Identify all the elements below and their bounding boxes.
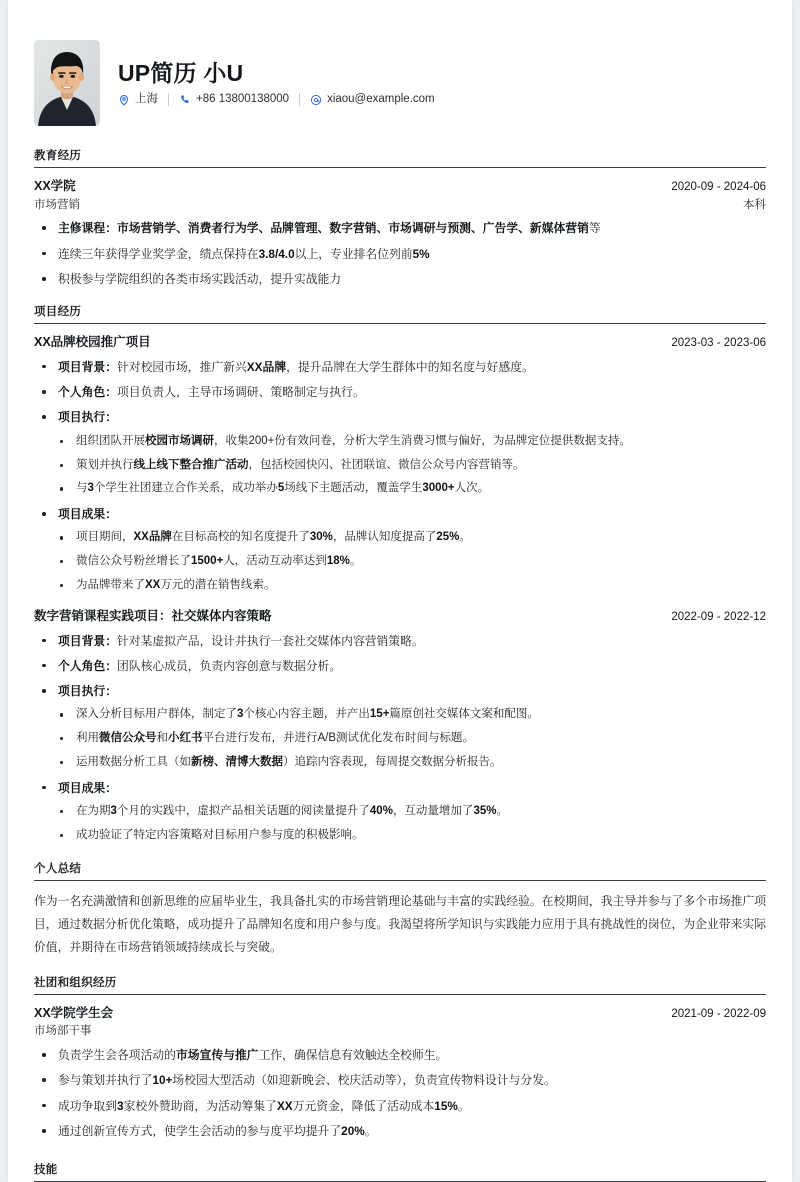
sub-bullet-item [58,803,766,821]
education-degree: 本科 [743,198,766,211]
sub-bullet-item [58,529,766,547]
contact-email [310,94,435,106]
project-title: 数字营销课程实践项目：社交媒体内容策略 [34,608,272,623]
bullet-text: 篇原创社交媒体文案和配图。 [389,708,539,721]
bullet-text: 团队核心成员，负责内容创意与数据分析。 [117,658,342,673]
bullet-emphasis: 小红书 [168,732,203,745]
bullet-text: 运用数据分析工具（如 [76,756,191,768]
bullet-text: 参与策划并执行了 [58,1073,153,1088]
contact-line [118,93,766,106]
bullet-item [34,408,766,498]
education-entry [34,177,766,288]
project-date: 2023-03 - 2023-06 [671,337,766,350]
sub-bullet-list [58,803,766,845]
location-pin-icon [118,94,130,106]
bullet-text: ，收集200+份有效问卷，分析大学生消费习惯与偏好，为品牌定位提供数据支持。 [214,434,631,447]
bullet-item [34,1122,766,1140]
summary-text: 作为一名充满激情和创新思维的应届毕业生，我具备扎实的市场营销理论基础与丰富的实践经验。在校期间，我主导并参与了多个市场推广项目，通过数据分析优化策略，成功提升了品牌知名度和用户参与度。我渴望将所学知识与实践能力应用于具有挑战性的岗位，为企业带来实际价值，并期待在市场营销领域持续成长与突破。 [34,893,766,954]
phone-icon [179,94,191,106]
candidate-name: UP简历 小U [118,59,244,86]
bullet-text: 成功争取到 [58,1098,117,1113]
bullet-text: ，互动量增加了 [392,805,474,818]
bullet-emphasis: 25% [436,531,460,544]
bullet-text: 和 [156,732,168,745]
project-bullets [34,358,766,595]
bullet-text: 在目标高校的知名度提升了 [171,531,310,544]
project-entry [34,607,766,845]
section-divider [34,994,766,995]
bullet-lead: 项目背景： [58,359,117,374]
organization-org: XX学院学生会 [34,1005,114,1020]
bullet-text: 家校外赞助商，为活动筹集了 [123,1098,277,1113]
bullet-text: 个核心内容主题，并产出 [243,708,370,721]
bullet-text: 以上，专业排名位列前 [294,246,413,261]
bullet-emphasis: 3.8/4.0 [258,246,295,261]
bullet-lead: 项目成果： [58,780,117,795]
contact-phone [179,94,289,106]
project-entries [34,333,766,845]
bullet-emphasis: 15+ [369,708,390,721]
bullet-text: 为品牌带来了 [76,579,145,592]
bullet-emphasis: 15% [434,1098,458,1113]
sub-bullet-list [58,529,766,594]
bullet-text: 负责学生会各项活动的 [58,1048,176,1063]
bullet-text: 人，活动互动率达到 [223,555,327,568]
contact-location-text: 上海 [135,93,158,106]
bullet-text: 微信公众号粉丝增长了 [76,555,191,568]
bullet-item [34,779,766,845]
section-title-summary: 个人总结 [34,862,82,875]
sub-bullet-list [58,706,766,771]
bullet-text: 场校园大型活动（如迎新晚会、校庆活动等），负责宣传物料设计与分发。 [172,1073,556,1088]
bullet-lead: 主修课程： [58,221,117,236]
bullet-text: 针对某虚拟产品，设计并执行一套社交媒体内容营销策略。 [117,633,424,648]
sub-bullet-item [58,754,766,772]
bullet-emphasis: 35% [473,805,497,818]
project-date: 2022-09 - 2022-12 [671,610,766,623]
organization-date: 2021-09 - 2022-09 [671,1007,766,1020]
bullet-text: 在为期 [76,805,111,818]
bullet-text: 。 [457,1098,470,1113]
bullet-text: ）追踪内容表现，每周提交数据分析报告。 [283,756,502,768]
bullet-lead: 项目成果： [58,507,117,522]
bullet-text: 通过创新宣传方式，使学生会活动的参与度平均提升了 [58,1123,342,1138]
bullet-text: 连续三年获得学业奖学金，绩点保持在 [58,246,259,261]
avatar [34,40,100,126]
section-divider [34,167,766,168]
bullet-lead: 个人角色： [58,658,117,673]
education-org: XX学院 [34,179,76,193]
section-title-projects: 项目经历 [34,306,82,319]
bullet-text: ，品牌认知度提高了 [332,531,437,544]
project-entry-header [34,333,766,352]
bullet-text: 个月的实践中，虚拟产品相关话题的阅读量提升了 [116,805,370,818]
bullet-emphasis: 18% [326,555,350,568]
bullet-item [34,270,766,288]
contact-phone-text: +86 13800138000 [196,93,290,106]
bullet-text: 等 [588,221,601,236]
bullet-emphasis: XX品牌 [246,359,287,374]
bullet-emphasis: 20% [341,1123,365,1138]
bullet-lead: 项目背景： [58,633,117,648]
resume-header [34,40,766,132]
bullet-lead: 项目执行： [58,410,117,425]
bullet-emphasis: XX品牌 [133,531,172,544]
sub-bullet-item [58,730,766,748]
bullet-emphasis: 40% [369,805,393,818]
sub-bullet-list [58,433,766,498]
bullet-emphasis: 3 [110,805,117,818]
sub-bullet-item [58,480,766,498]
section-title-education: 教育经历 [34,150,82,162]
project-bullets [34,632,766,845]
bullet-text: 利用 [76,732,99,745]
bullet-text: 万元资金，降低了活动成本 [292,1098,435,1113]
bullet-text: 人次。 [454,482,490,495]
sub-bullet-item [58,553,766,571]
bullet-emphasis: 10+ [152,1073,173,1088]
bullet-text: 工作，确保信息有效触达全校师生。 [258,1048,448,1063]
bullet-text: 深入分析目标用户群体，制定了 [76,708,237,721]
bullet-emphasis: 校园市场调研 [145,434,214,447]
bullet-emphasis: 30% [309,531,333,544]
organization-entry [34,1004,766,1146]
sub-bullet-item [58,433,766,451]
bullet-emphasis: 新榜、清博大数据 [191,756,283,768]
bullet-text: 针对校园市场，推广新兴 [117,359,247,374]
section-skills [34,1161,766,1182]
bullet-emphasis: 3 [87,482,94,495]
bullet-text: 。 [459,531,471,544]
bullet-item [34,383,766,401]
project-title: XX品牌校园推广项目 [34,335,151,350]
bullet-text: 项目期间， [76,531,134,544]
bullet-text: 平台进行发布，并进行A/B测试优化发布时间与标题。 [202,732,475,745]
bullet-emphasis: 5% [412,246,430,261]
bullet-emphasis: 市场营销学、消费者行为学、品牌管理、数字营销、市场调研与预测、广告学、新媒体营销 [117,221,589,236]
education-date: 2020-09 - 2024-06 [671,181,766,193]
bullet-text: 项目负责人，主导市场调研、策略制定与执行。 [117,385,365,400]
bullet-item [34,245,766,263]
section-organizations [34,974,766,1146]
section-title-skills: 技能 [34,1164,58,1177]
bullet-text: 。 [349,555,362,568]
bullet-text: 与 [76,482,88,495]
organization-bullets [34,1046,766,1140]
bullet-text: 个学生社团建立合作关系，成功举办 [93,482,278,495]
bullet-text: ，提升品牌在大学生群体中的知名度与好感度。 [286,359,534,374]
project-entry-header [34,607,766,626]
project-entry [34,333,766,595]
organization-role: 市场部干事 [34,1025,92,1038]
email-at-icon [310,94,322,106]
bullet-text: 积极参与学院组织的各类市场实践活动，提升实战能力 [58,271,342,286]
section-education [34,147,766,288]
education-major: 市场营销 [34,198,80,211]
bullet-item [34,219,766,237]
bullet-lead: 项目执行： [58,684,117,699]
bullet-emphasis: 市场宣传与推广 [175,1048,259,1063]
section-projects [34,303,766,845]
contact-email-text: xiaou@example.com [327,93,435,106]
resume-page [8,0,792,1182]
bullet-text: 万元的潜在销售线索。 [160,579,276,592]
bullet-item [34,632,766,650]
sub-bullet-item [58,457,766,475]
bullet-emphasis: XX [276,1098,293,1113]
bullet-emphasis: 1500+ [191,555,224,568]
contact-location [118,94,158,106]
bullet-emphasis: 3 [237,708,244,721]
contact-divider [299,93,300,106]
education-bullets [34,219,766,288]
section-divider [34,880,766,881]
bullet-text: 。 [364,1123,377,1138]
bullet-item [34,1046,766,1064]
bullet-text: ，包括校园快闪、社团联谊、微信公众号内容营销等。 [248,458,525,471]
sub-bullet-item [58,577,766,595]
bullet-emphasis: 微信公众号 [99,732,157,745]
section-divider [34,323,766,324]
bullet-lead: 个人角色： [58,385,117,400]
bullet-emphasis: 线上线下整合推广活动 [133,458,249,471]
bullet-text: 场线下主题活动，覆盖学生 [284,482,423,495]
bullet-item [34,358,766,376]
sub-bullet-item [58,706,766,724]
bullet-emphasis: 5 [277,482,285,495]
contact-divider [168,93,169,106]
bullet-item [34,505,766,595]
bullet-item [34,682,766,772]
section-summary [34,860,766,959]
bullet-item [34,1097,766,1115]
bullet-emphasis: XX [145,579,161,592]
bullet-item [34,657,766,675]
bullet-text: 组织团队开展 [76,434,145,447]
bullet-emphasis: 3 [117,1098,124,1113]
bullet-text: 策划并执行 [76,458,134,471]
bullet-text: 成功验证了特定内容策略对目标用户参与度的积极影响。 [76,828,364,841]
sub-bullet-item [58,827,766,845]
section-title-organizations: 社团和组织经历 [34,976,117,989]
bullet-emphasis: 3000+ [422,482,455,495]
bullet-text: 。 [496,805,508,818]
bullet-item [34,1071,766,1089]
